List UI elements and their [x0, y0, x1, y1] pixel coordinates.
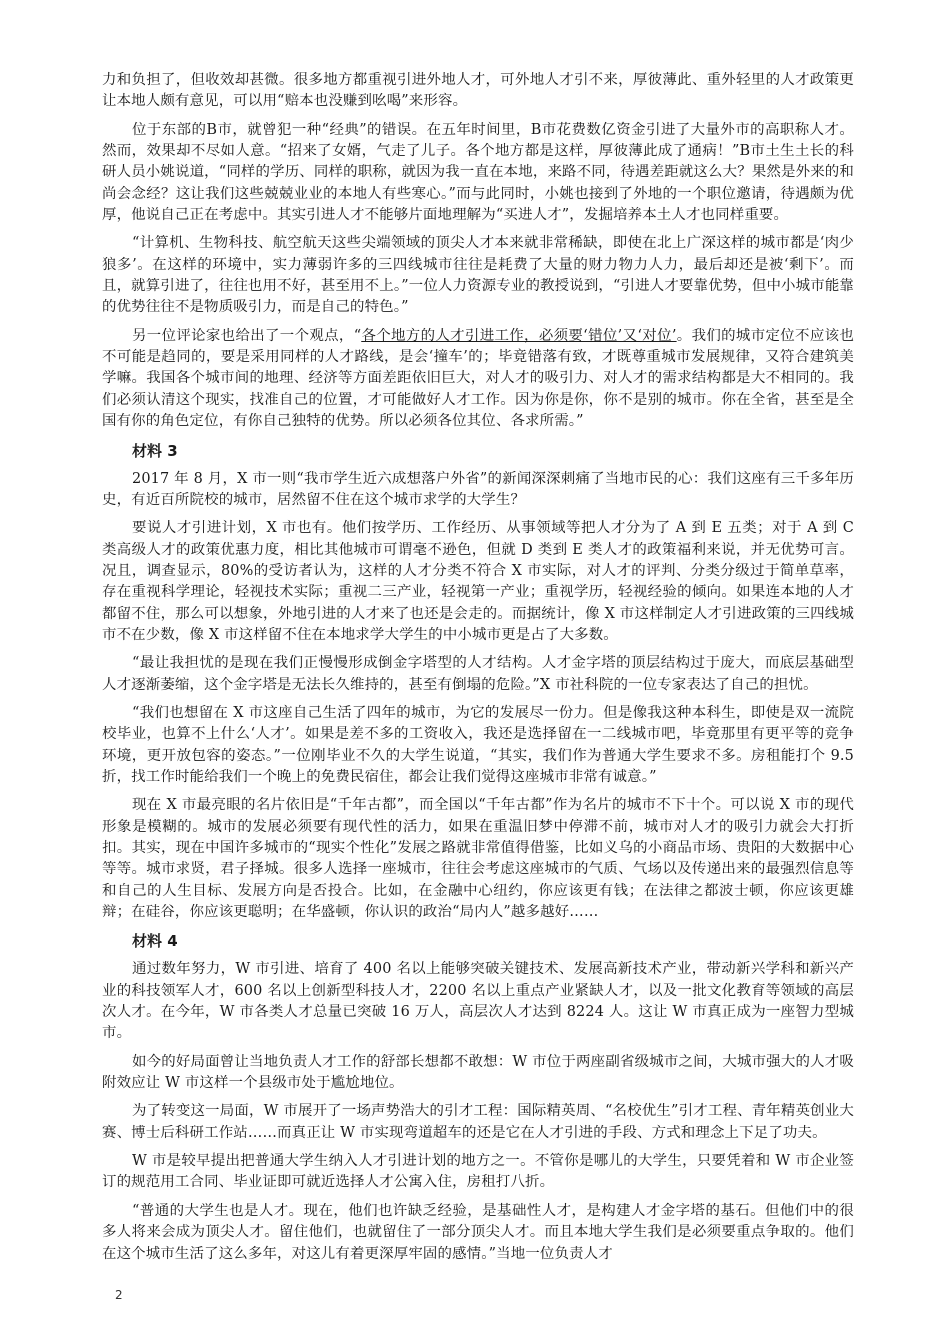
page-number: 2 — [115, 1288, 123, 1302]
paragraph: 位于东部的B市，就曾犯一种“经典”的错误。在五年时间里，B市花费数亿资金引进了大量外市的高职称人才。然而，效果却不尽如人意。“招来了女婿，气走了儿子。各个地方都是这样，厚彼薄此成了通病！”B市土生土长的科研人员小姚说道，“同样的学历、同样的职称，就因为我一直在本地，来路不同，待遇差距就这么大？果然是外来的和尚会念经？这让我们这些兢兢业业的本地人有些寒心。”而与此同时，小姚也接到了外地的一个职位邀请，待遇颇为优厚，他说自己正在考虑中。其实引进人才不能够片面地理解为“买进人才”，发掘培养本土人才也同样重要。 — [102, 121, 854, 224]
paragraph: 如今的好局面曾让当地负责人才工作的舒部长想都不敢想：W 市位于两座副省级城市之间，大城市强大的人才吸附效应让 W 市这样一个县级市处于尴尬地位。 — [102, 1053, 854, 1092]
page-body — [102, 70, 854, 1272]
paragraph: W 市是较早提出把普通大学生纳入人才引进计划的地方之一。不管你是哪儿的大学生，只要凭着和 W 市企业签订的规范用工合同、毕业证即可就近选择人才公寓入住，房租打八折。 — [102, 1153, 854, 1191]
paragraph: “计算机、生物科技、航空航天这些尖端领域的顶尖人才本来就非常稀缺，即使在北上广深这样的城市都是‘肉少狼多’。在这样的环境中，实力薄弱许多的三四线城市往往是耗费了大量的财力物力人力，最后却还是被‘剩下’。而且，就算引进了，往往也用不好，甚至用不上。”一位人力资源专业的教授说到，“引进人才要靠优势，但中小城市能靠的优势往往不是物质吸引力，而是自己的特色。” — [102, 235, 854, 316]
paragraph: 通过数年努力，W 市引进、培育了 400 名以上能够突破关键技术、发展高新技术产业，带动新兴学科和新兴产业的科技领军人才，600 名以上创新型科技人才，2200 名以上重点产业紧缺人才，以及一批文化教育等领域的高层次人才。在今年，W 市各类人才总量已突破 16 万人，高层次人才达到 8224 人。这让 W 市真正成为一座智力型城市。 — [102, 961, 854, 1042]
paragraph: 为了转变这一局面，W 市展开了一场声势浩大的引才工程：国际精英周、“名校优生”引才工程、青年精英创业大赛、博士后科研工作站……而真正让 W 市实现弯道超车的还是它在人才引进的手段、方式和理念上下足了功夫。 — [102, 1103, 854, 1141]
section-heading-material-4: 材料 4 — [132, 932, 178, 951]
paragraph-with-underline — [102, 326, 854, 433]
paragraph: 现在 X 市最亮眼的名片依旧是“千年古都”，而全国以“千年古都”作为名片的城市不下十个。可以说 X 市的现代形象是模糊的。城市的发展必须要有现代性的活力，如果在重温旧梦中停滞不前，城市对人才的吸引力就会大打折扣。其实，现在中国许多城市的“现实个性化”发展之路就非常值得借鉴，比如义乌的小商品市场、贵阳的大数据中心等等。城市求贤，君子择城。很多人选择一座城市，往往会考虑这座城市的气质、气场以及传递出来的最强烈信息等和自己的人生目标、发展方向是否投合。比如，在金融中心纽约，你应该更有钱；在法律之都波士顿，你应该更雄辩；在硅谷，你应该更聪明；在华盛顿，你认识的政治“局内人”越多越好…… — [102, 797, 854, 921]
section-heading-material-3: 材料 3 — [132, 441, 178, 460]
paragraph-text: 。我们的城市定位不应该也不可能是趋同的，要是采用同样的人才路线，是会‘撞车’的；毕竟错落有致，才既尊重城市发展规律，又符合建筑美学嘛。我国各个城市间的地理、经济等方面差距依旧巨大，对人才的吸引力、对人才的需求结构都是大不相同的。我们必须认清这个现实，找准自己的位置，才可能做好人才工作。因为你是你，你不是别的城市。你在全省，甚至是全国有你的角色定位，有你自己独特的优势。所以必须各位其位、各求所需。” — [102, 327, 854, 430]
paragraph: 力和负担了，但收效却甚微。很多地方都重视引进外地人才，可外地人才引不来，厚彼薄此、重外轻里的人才政策更让本地人颇有意见，可以用“赔本也没赚到吆喝”来形容。 — [102, 72, 854, 110]
paragraph: “普通的大学生也是人才。现在，他们也许缺乏经验，是基础性人才，是构建人才金字塔的基石。但他们中的很多人将来会成为顶尖人才。留住他们，也就留住了一部分顶尖人才。而且本地大学生我们是必须要重点争取的。他们在这个城市生活了这么多年，对这儿有着更深厚牢固的感情。”当地一位负责人才 — [102, 1202, 854, 1262]
paragraph: 2017 年 8 月，X 市一则“我市学生近六成想落户外省”的新闻深深刺痛了当地市民的心：我们这座有三千多年历史，有近百所院校的城市，居然留不住在这个城市求学的大学生？ — [102, 470, 854, 508]
underlined-quote: 各个地方的人才引进工作，必须要‘错位’又‘对位’ — [361, 327, 677, 344]
paragraph: 要说人才引进计划，X 市也有。他们按学历、工作经历、从事领域等把人才分为了 A 到 E 五类；对于 A 到 C 类高级人才的政策优惠力度，相比其他城市可谓毫不逊色，但就 D 类到 E 类人才的政策福利来说，并无优势可言。况且，调查显示，80%的受访者认为，这样的人才分类不符合 X 市实际，对人才的评判、分类分级过于简单草率，存在重视科学理论，轻视技术实际；重视二三产业，轻视第一产业；重视学历，轻视经验的倾向。如果连本地的人才都留不住，那么可以想象，外地引进的人才来了也还是会走的。而据统计，像 X 市这样制定人才引进政策的三四线城市不在少数，像 X 市这样留不住在本地求学大学生的中小城市更是占了大多数。 — [102, 520, 854, 643]
paragraph: “最让我担忧的是现在我们正慢慢形成倒金字塔型的人才结构。人才金字塔的顶层结构过于庞大，而底层基础型人才逐渐萎缩，这个金字塔是无法长久维持的，甚至有倒塌的危险。”X 市社科院的一位专家表达了自己的担忧。 — [102, 655, 854, 693]
paragraph-text: 另一位评论家也给出了一个观点，“ — [132, 327, 362, 344]
paragraph: “我们也想留在 X 市这座自己生活了四年的城市，为它的发展尽一份力。但是像我这种本科生，即使是双一流院校毕业，也算不上什么‘人才’。如果是差不多的工资收入，我还是选择留在一二线城市吧，毕竟那里有更平等的竞争环境，更开放包容的姿态。”一位刚毕业不久的大学生说道，“其实，我们作为普通大学生要求不多。房租能打个 9.5 折，找工作时能给我们一个晚上的免费民宿住，都会让我们觉得这座城市非常有诚意。” — [102, 704, 854, 785]
